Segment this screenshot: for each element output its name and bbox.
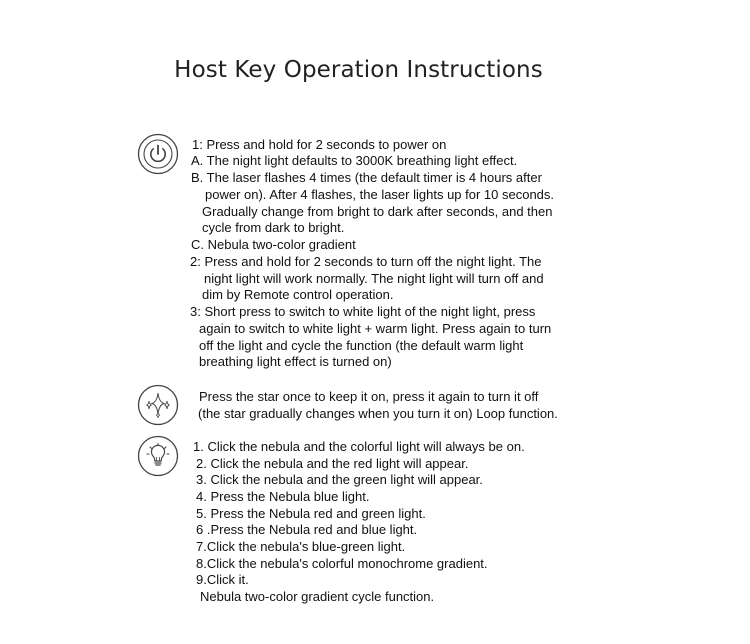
power-icon bbox=[137, 133, 179, 175]
lightbulb-icon bbox=[137, 435, 179, 477]
power-line-5: Gradually change from bright to dark after seconds, and then bbox=[202, 204, 553, 219]
power-line-1: 1: Press and hold for 2 seconds to power on bbox=[192, 137, 447, 152]
star-sparkle-icon bbox=[137, 384, 179, 426]
power-line-11: 3: Short press to switch to white light of the night light, press bbox=[190, 304, 536, 319]
power-line-6: cycle from dark to bright. bbox=[202, 220, 345, 235]
nebula-line-3: 3. Click the nebula and the green light will appear. bbox=[196, 472, 483, 487]
nebula-line-5: 5. Press the Nebula red and green light. bbox=[196, 506, 426, 521]
nebula-line-4: 4. Press the Nebula blue light. bbox=[196, 489, 370, 504]
nebula-line-1: 1. Click the nebula and the colorful light will always be on. bbox=[193, 439, 525, 454]
power-line-2: A. The night light defaults to 3000K breathing light effect. bbox=[191, 153, 518, 168]
star-line-2: (the star gradually changes when you turn it on) Loop function. bbox=[198, 406, 558, 421]
power-line-7: C. Nebula two-color gradient bbox=[191, 237, 356, 252]
power-line-8: 2: Press and hold for 2 seconds to turn off the night light. The bbox=[190, 254, 542, 269]
nebula-line-8: 8.Click the nebula's colorful monochrome gradient. bbox=[196, 556, 488, 571]
nebula-line-7: 7.Click the nebula's blue-green light. bbox=[196, 539, 406, 554]
nebula-line-10: Nebula two-color gradient cycle function. bbox=[200, 589, 435, 604]
power-line-3: B. The laser flashes 4 times (the default timer is 4 hours after bbox=[191, 170, 542, 185]
star-line-1: Press the star once to keep it on, press it again to turn it off bbox=[199, 389, 539, 404]
power-line-9: night light will work normally. The night light will turn off and bbox=[204, 271, 544, 286]
power-line-13: off the light and cycle the function (the default warm light bbox=[199, 338, 524, 353]
power-line-14: breathing light effect is turned on) bbox=[199, 354, 392, 369]
power-line-12: again to switch to white light + warm light. Press again to turn bbox=[199, 321, 552, 336]
page-title: Host Key Operation Instructions bbox=[174, 57, 543, 83]
nebula-line-9: 9.Click it. bbox=[196, 572, 249, 587]
nebula-line-6: 6 .Press the Nebula red and blue light. bbox=[196, 522, 418, 537]
power-line-4: power on). After 4 flashes, the laser lights up for 10 seconds. bbox=[205, 187, 555, 202]
power-line-10: dim by Remote control operation. bbox=[202, 287, 394, 302]
nebula-line-2: 2. Click the nebula and the red light will appear. bbox=[196, 456, 469, 471]
